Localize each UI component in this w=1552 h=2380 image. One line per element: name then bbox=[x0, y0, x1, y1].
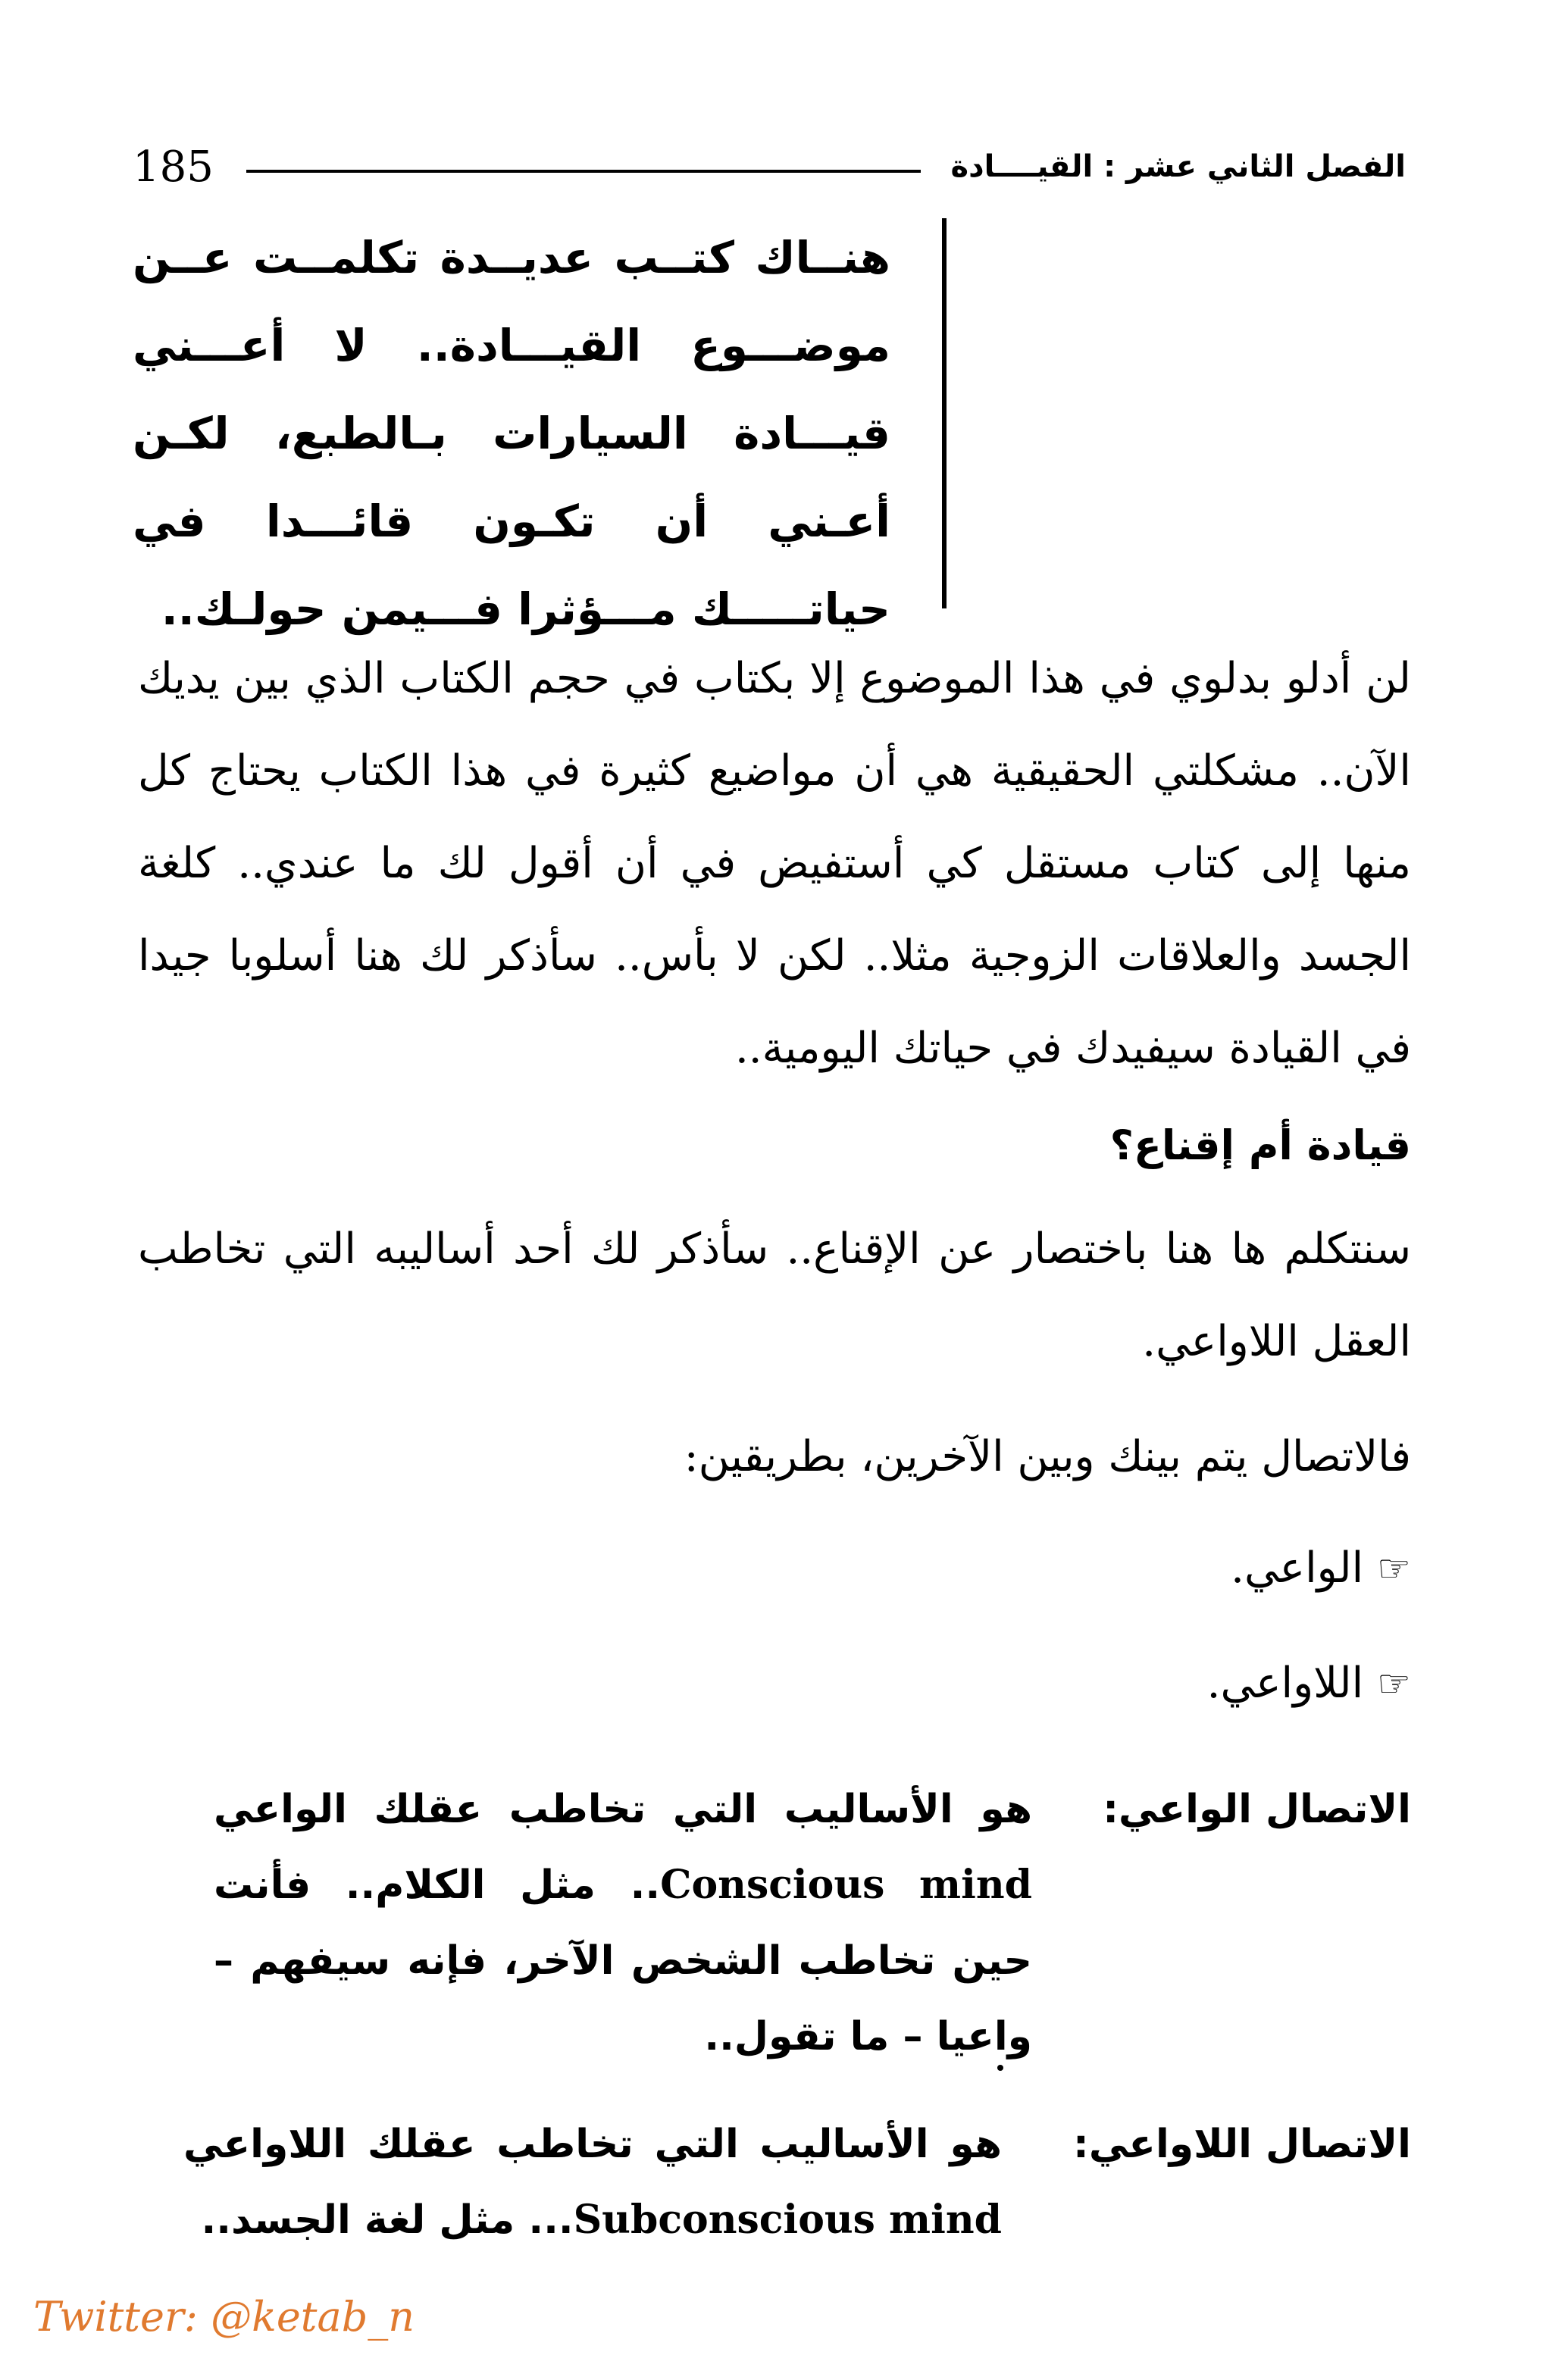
bullet-item bbox=[1207, 1646, 1411, 1722]
definition-text-continued: ... مثل لغة الجسد.. bbox=[201, 2197, 574, 2243]
definition-text: هو الأساليب التي تخاطب عقلك اللاواعي bbox=[183, 2122, 1002, 2167]
pointing-hand-icon: ☜ bbox=[1377, 1662, 1411, 1706]
pull-quote-rule bbox=[942, 218, 947, 608]
section-heading: قيادة أم إقناع؟ bbox=[1109, 1121, 1411, 1169]
chapter-title: الفصل الثاني عشر : القيــــادة bbox=[950, 149, 1406, 184]
definition-text: هو الأساليب التي تخاطب عقلك الواعي bbox=[214, 1787, 1032, 1832]
definition-text-continued: .. مثل الكلام.. فأنت حين تخاطب الشخص الآخر، فإنه سيفهم – واعيا – ما تقول.. bbox=[214, 1862, 1032, 2059]
definition-body bbox=[214, 1772, 1032, 2075]
pointing-hand-icon: ☜ bbox=[1377, 1547, 1411, 1590]
margin-dot bbox=[997, 2065, 1003, 2071]
body-paragraph-1: لن أدلو بدلوي في هذا الموضوع إلا بكتاب في حجم الكتاب الذي بين يديك الآن.. مشكلتي الحقيقية هي أن مواضيع كثيرة في هذا الكتاب يحتاج كل منها إلى كتاب مستقل كي أستفيض في أن أقول لك ما عندي.. كلغة الجسد والعلاقات الزوجية مثلا.. لكن لا بأس.. سأذكر لك هنا أسلوبا جيدا في القيادة سيفيدك في حياتك اليومية.. bbox=[138, 654, 1411, 1073]
definition-term: الاتصال الواعي: bbox=[1103, 1787, 1411, 1832]
definition-term: الاتصال اللاواعي: bbox=[1073, 2122, 1411, 2167]
definition-latin-term: Subconscious mind bbox=[573, 2197, 1002, 2243]
pull-quote: هنــاك كتــب عديــدة تكلمــت عــن موضـــوع القيـــادة.. لا أعـــني قيـــادة السيارات بـالطبع، لكـن أعـني أن تكـون قائـــدا في حياتـــــك مـــؤثرا فـــيمن حولـك.. bbox=[133, 232, 890, 635]
body-paragraph-2: سنتكلم ها هنا باختصار عن الإقناع.. سأذكر لك أحد أساليبه التي تخاطب العقل اللاواعي. bbox=[138, 1224, 1411, 1366]
bullet-item bbox=[1231, 1531, 1411, 1606]
page-number: 185 bbox=[133, 142, 214, 192]
bullet-text: الواعي. bbox=[1231, 1543, 1364, 1593]
definition-body bbox=[183, 2106, 1002, 2258]
bullet-text: اللاواعي. bbox=[1206, 1659, 1364, 1708]
running-header bbox=[133, 141, 1406, 194]
twitter-watermark: Twitter: @ketab_n bbox=[33, 2293, 415, 2341]
body-paragraph-3: فالاتصال يتم بينك وبين الآخرين، بطريقين: bbox=[684, 1432, 1411, 1481]
header-rule bbox=[246, 170, 921, 173]
definition-latin-term: Conscious mind bbox=[660, 1862, 1032, 1908]
